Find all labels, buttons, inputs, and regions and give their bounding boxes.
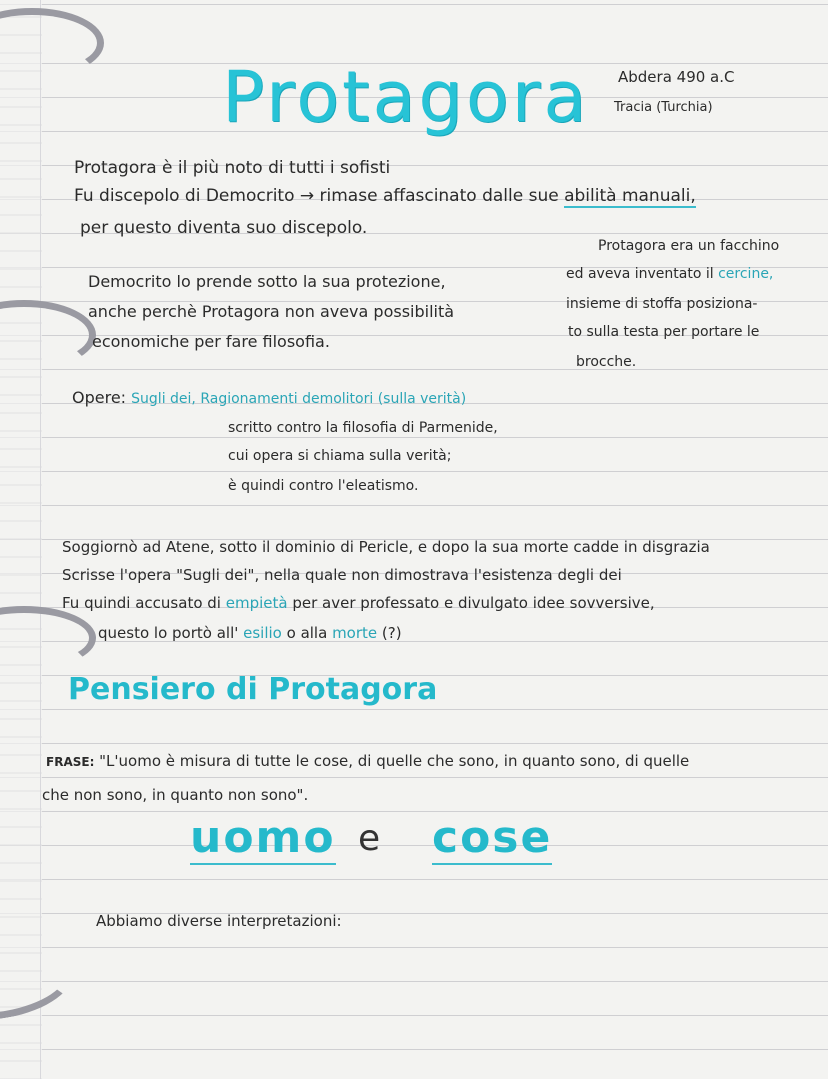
opere-line-1: scritto contro la filosofia di Parmenide, [228,420,498,436]
intro-line-2 [74,186,696,206]
keyword-conjunction: e [358,818,381,859]
intro-line-3: per questo diventa suo discepolo. [80,218,368,238]
bio-line-4-text-e: (?) [377,624,402,642]
bio-line-4 [98,624,402,642]
origin-city: Abdera 490 a.C [618,68,735,86]
side-note-line-3: insieme di stoffa posiziona- [566,296,758,312]
bio-line-3 [62,594,655,612]
bio-highlight-empieta: empietà [225,594,288,612]
side-note-highlight: cercine, [718,266,774,282]
side-note-line-4: to sulla testa per portare le [568,324,760,340]
origin-region: Tracia (Turchia) [614,100,713,115]
binder-holes [0,0,42,1079]
binder-ring-icon [0,300,96,370]
opere-line-2: cui opera si chiama sulla verità; [228,448,452,464]
frase-text-1: "L'uomo è misura di tutte le cose, di quelle che sono, in quanto sono, di quelle [99,752,690,770]
frase-label: FRASE: [46,755,95,769]
keyword-uomo: uomo [190,812,336,863]
side-note-line-5: brocche. [576,354,637,370]
bio-line-2: Scrisse l'opera "Sugli dei", nella quale non dimostrava l'esistenza degli dei [62,566,622,584]
keyword-cose: cose [432,812,553,863]
side-note-line-1: Protagora era un facchino [598,238,780,254]
intro-line-1: Protagora è il più noto di tutti i sofisti [74,158,391,178]
side-note-line-2 [566,266,773,282]
opere-label: Opere: [72,388,127,407]
binder-ring-icon [0,606,96,670]
frase-line-2: che non sono, in quanto non sono". [42,786,309,804]
bio-line-1: Soggiornò ad Atene, sotto il dominio di Pericle, e dopo la sua morte cadde in disgrazia [62,538,710,556]
opere-works: Sugli dei, Ragionamenti demolitori (sulla verità) [131,391,467,407]
section-title: Pensiero di Protagora [68,672,438,707]
bio-line-4-text-a: questo lo portò all' [98,624,244,642]
binder-ring-icon [0,8,104,78]
interpretazioni-line: Abbiamo diverse interpretazioni: [96,912,342,930]
opere-row [72,388,466,407]
side-note-line-2-text: ed aveva inventato il [566,266,719,282]
democrito-line-3: economiche per fare filosofia. [92,332,330,351]
democrito-line-1: Democrito lo prende sotto la sua protezione, [88,272,446,291]
bio-line-3-text-c: per aver professato e divulgato idee sovversive, [287,594,655,612]
intro-highlight: abilità manuali, [564,186,696,206]
page-title: Protagora [222,56,590,138]
bio-line-3-text-a: Fu quindi accusato di [62,594,226,612]
democrito-line-2: anche perchè Protagora non aveva possibilità [88,302,455,321]
intro-line-2-text: Fu discepolo di Democrito → rimase affascinato dalle sue [74,186,565,206]
bio-highlight-esilio: esilio [243,624,282,642]
opere-line-3: è quindi contro l'eleatismo. [228,478,419,494]
bio-highlight-morte: morte [332,624,378,642]
bio-line-4-text-c: o alla [281,624,333,642]
margin-line [40,0,41,1079]
frase-line-1 [46,752,689,770]
